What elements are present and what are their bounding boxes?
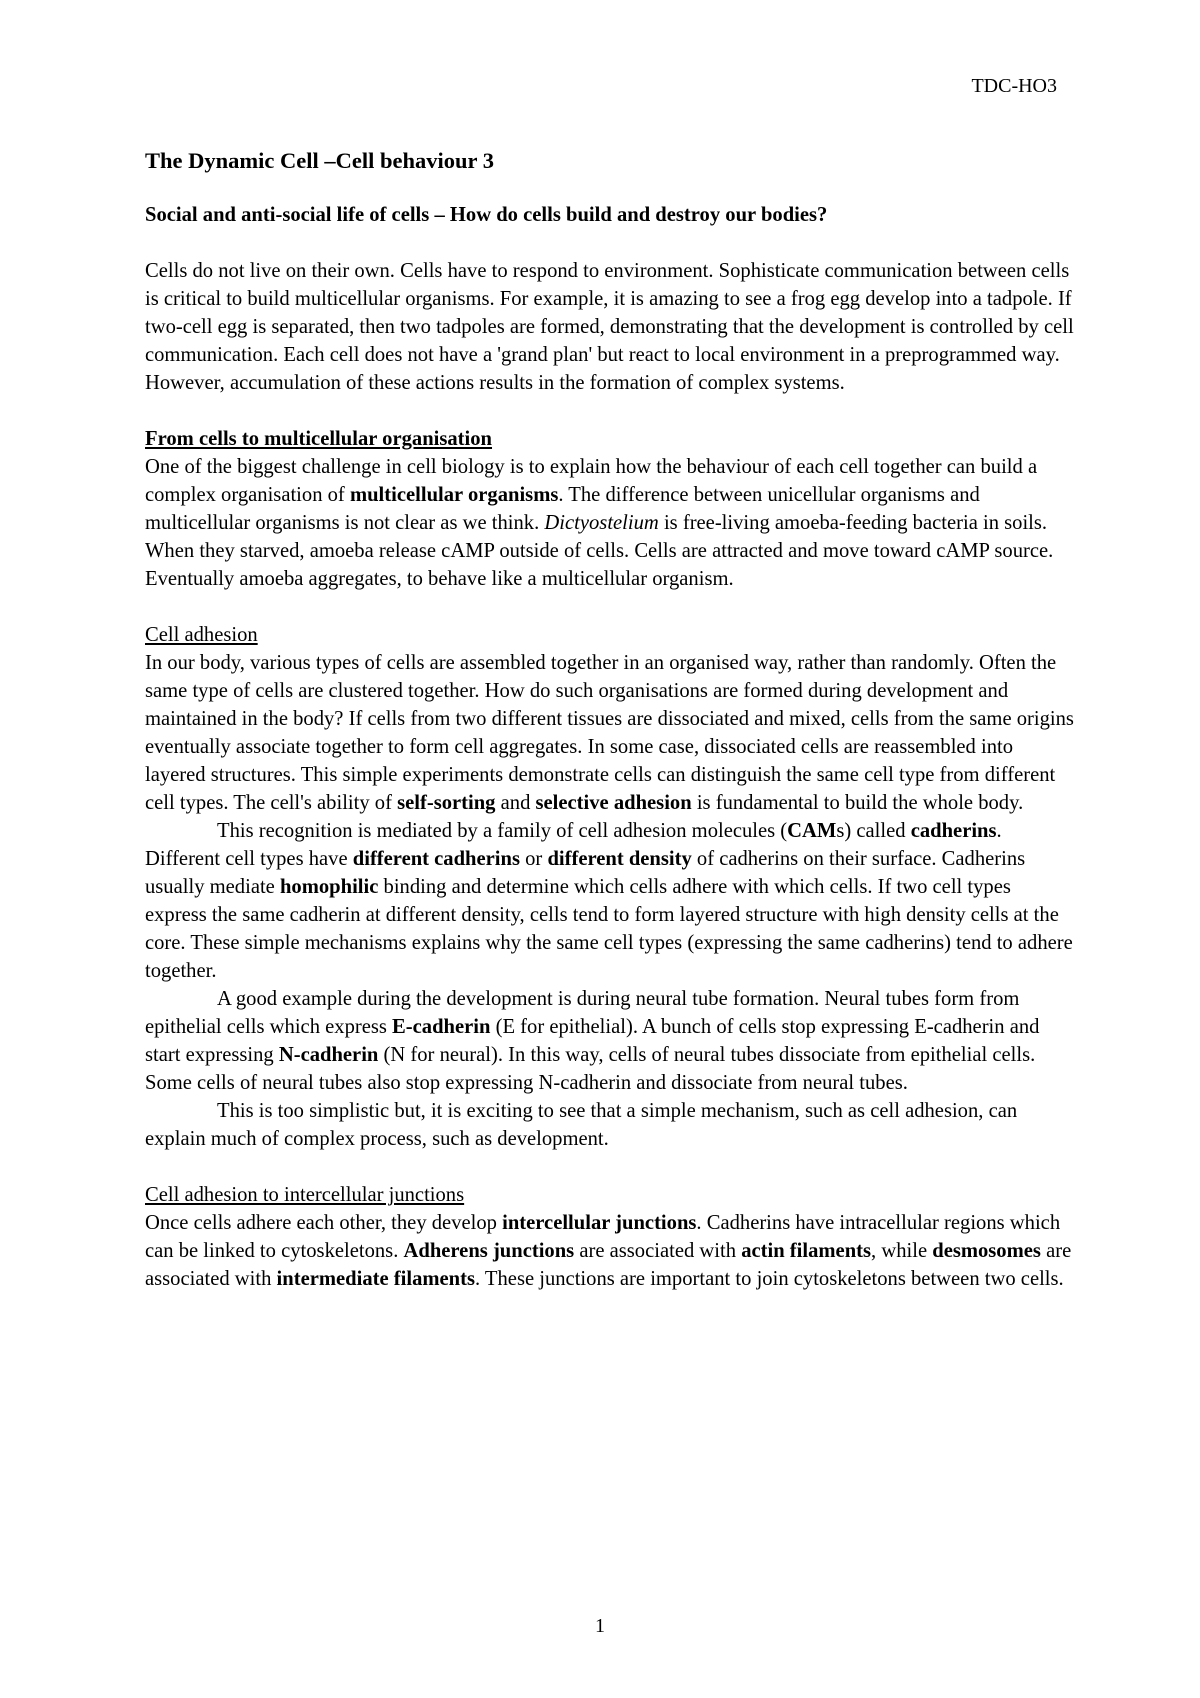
text-run: In our body, various types of cells are assembled together in an organised way, rather than randomly. Often the same type of cells are clustered together. How do such organisations are formed during development and maintained in the body? If cells from two different tissues are dissociated and mixed, cells from the same origins eventually associate together to form cell aggregates. In some case, dissociated cells are reassembled into layered structures. This simple experiments demonstrate cells can distinguish the same cell type from different cell types. The cell's ability of (145, 652, 1074, 814)
section-heading-multicellular: From cells to multicellular organisation (145, 428, 493, 450)
text-run: . Cadherins have intracellular regions which can be linked to cytoskeletons. (145, 1212, 1061, 1262)
text-run: , while (871, 1240, 933, 1262)
document-body (145, 147, 1075, 1321)
text-run: A good example during the development is during neural tube formation. Neural tubes form from epithelial cells which express (145, 988, 1020, 1038)
bold-term: desmosomes (932, 1240, 1041, 1262)
text-run: are associated with (574, 1240, 742, 1262)
document-title: The Dynamic Cell –Cell behaviour 3 (145, 148, 494, 173)
bold-term: intercellular junctions (502, 1212, 697, 1234)
text-run: or (519, 848, 548, 870)
section-cell-adhesion-p4 (145, 1097, 1075, 1153)
intro-paragraph (145, 257, 1075, 397)
text-run: . These junctions are important to join cytoskeletons between two cells. (475, 1268, 1064, 1290)
text-run: binding and determine which cells adhere with which cells. If two cell types express the same cadherin at different density, cells tend to form layered structure with high density cells at the core. These simple mechanisms explains why the same cell types (expressing the same cadherins) tend to adhere together. (145, 876, 1073, 982)
section-cell-adhesion-p2 (145, 817, 1075, 985)
bold-term: Adherens junctions (403, 1240, 575, 1262)
text-run: and (495, 792, 536, 814)
document-subtitle: Social and anti-social life of cells – How do cells build and destroy our bodies? (145, 204, 828, 226)
bold-term: E-cadherin (392, 1016, 491, 1038)
document-code: TDC-HO3 (971, 75, 1057, 97)
bold-term: homophilic (279, 876, 379, 898)
text-run: Once cells adhere each other, they develop (145, 1212, 503, 1234)
text-run: . Different cell types have (145, 820, 1002, 870)
section-cell-adhesion-p3 (145, 985, 1075, 1097)
bold-term: cadherins (910, 820, 997, 842)
text-run: One of the biggest challenge in cell biology is to explain how the behaviour of each cell together can build a complex organisation of (145, 456, 1038, 506)
text-run: This is too simplistic but, it is exciting to see that a simple mechanism, such as cell adhesion, can explain much of complex process, such as development. (145, 1100, 1018, 1150)
bold-term: self-sorting (397, 792, 496, 814)
text-run: of cadherins on their surface. Cadherins usually mediate (145, 848, 1026, 898)
section-heading-junctions: Cell adhesion to intercellular junctions (145, 1184, 465, 1206)
text-run: (N for neural). In this way, cells of neural tubes dissociate from epithelial cells. Some cells of neural tubes also stop expressing N-cadherin and dissociate from neural tubes. (145, 1044, 1036, 1094)
text-run: is fundamental to build the whole body. (691, 792, 1024, 814)
bold-term: actin filaments (741, 1240, 872, 1262)
bold-term: different cadherins (352, 848, 520, 870)
section-cell-adhesion-p1 (145, 621, 1075, 817)
text-run: is free-living amoeba-feeding bacteria in soils. When they starved, amoeba release cAMP outside of cells. Cells are attracted and move toward cAMP source. Eventually amoeba aggregates, to behave like a multicellular organism. (145, 512, 1054, 590)
bold-term: selective adhesion (535, 792, 692, 814)
text-run: (E for epithelial). A bunch of cells stop expressing E-cadherin and start expressing (145, 1016, 1040, 1066)
intro-text: Cells do not live on their own. Cells have to respond to environment. Sophisticate communication between cells is critical to build multicellular organisms. For example, it is amazing to see a frog egg develop into a tadpole. If two-cell egg is separated, then two tadpoles are formed, demonstrating that the development is controlled by cell communication. Each cell does not have a 'grand plan' but react to local environment in a preprogrammed way. However, accumulation of these actions results in the formation of complex systems. (145, 260, 1074, 394)
bold-term: CAM (787, 820, 837, 842)
italic-term: Dictyostelium (544, 512, 659, 534)
text-run: s) called (836, 820, 911, 842)
bold-term: multicellular organisms (349, 484, 559, 506)
bold-term: intermediate filaments (276, 1268, 475, 1290)
text-run: . The difference between unicellular organisms and multicellular organisms is not clear as we think. (145, 484, 980, 534)
text-run: This recognition is mediated by a family of cell adhesion molecules ( (217, 820, 788, 842)
section-junctions (145, 1181, 1075, 1293)
section-heading-cell-adhesion: Cell adhesion (145, 624, 258, 646)
page-number: 1 (595, 1615, 605, 1637)
text-run: are associated with (145, 1240, 1072, 1290)
section-multicellular (145, 425, 1075, 593)
bold-term: different density (547, 848, 692, 870)
bold-term: N-cadherin (278, 1044, 379, 1066)
